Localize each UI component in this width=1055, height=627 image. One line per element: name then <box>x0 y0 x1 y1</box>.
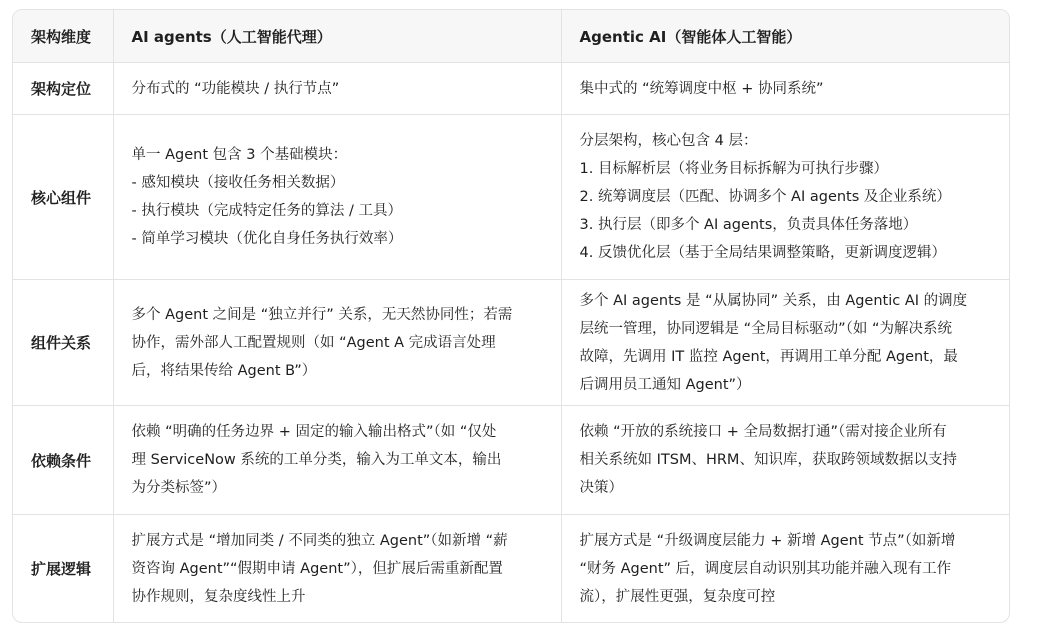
cell-line: 层统一管理，协同逻辑是 “全局目标驱动”（如 “为解决系统 <box>579 320 953 337</box>
cell-line: “财务 Agent” 后，调度层自动识别其功能并融入现有工作 <box>579 560 952 577</box>
table-row <box>13 406 1009 515</box>
row-dimension: 架构定位 <box>13 63 113 115</box>
cell-line: 集中式的 “统筹调度中枢 + 协同系统” <box>579 80 824 97</box>
cell-line: 多个 Agent 之间是 “独立并行” 关系，无天然协同性；若需 <box>131 306 513 323</box>
cell-line: - 简单学习模块（优化自身任务执行效率） <box>131 231 403 247</box>
cell-line: 故障，先调用 IT 监控 Agent，再调用工单分配 Agent，最 <box>579 348 958 365</box>
cell-line: 为分类标签”） <box>131 480 227 496</box>
row-dimension: 核心组件 <box>13 115 113 280</box>
cell-line: 2. 统筹调度层（匹配、协调多个 AI agents 及企业系统） <box>579 189 951 205</box>
table-row <box>13 63 1009 115</box>
cell-line: 理 ServiceNow 系统的工单分类，输入为工单文本，输出 <box>131 452 502 468</box>
cell-line: 4. 反馈优化层（基于全局结果调整策略，更新调度逻辑） <box>579 245 946 261</box>
table-row <box>13 115 1009 280</box>
cell-line: 分层架构，核心包含 4 层： <box>579 133 758 149</box>
agentic-ai-cell <box>561 115 1009 280</box>
comparison-table-container <box>12 9 1010 623</box>
agentic-ai-cell <box>561 515 1009 623</box>
cell-line: 相关系统如 ITSM、HRM、知识库，获取跨领域数据以支持 <box>579 452 957 468</box>
cell-line: - 执行模块（完成特定任务的算法 / 工具） <box>131 203 402 219</box>
cell-line: 分布式的 “功能模块 / 执行节点” <box>131 80 340 97</box>
comparison-table <box>13 10 1009 623</box>
cell-line: 3. 执行层（即多个 AI agents，负责具体任务落地） <box>579 217 918 233</box>
cell-line: 流），扩展性更强，复杂度可控 <box>579 588 776 605</box>
row-dimension: 依赖条件 <box>13 406 113 515</box>
cell-line: 单一 Agent 包含 3 个基础模块： <box>131 147 348 163</box>
cell-line: 后调用员工通知 Agent”） <box>579 376 751 393</box>
cell-line: 扩展方式是 “升级调度层能力 + 新增 Agent 节点”（如新增 <box>579 532 956 549</box>
row-dimension: 扩展逻辑 <box>13 515 113 623</box>
header-ai-agents: AI agents（人工智能代理） <box>113 10 561 63</box>
cell-line: 后，将结果传给 Agent B”） <box>131 362 317 379</box>
cell-line: 1. 目标解析层（将业务目标拆解为可执行步骤） <box>579 161 888 177</box>
table-header-row <box>13 10 1009 63</box>
agentic-ai-cell <box>561 406 1009 515</box>
agentic-ai-cell <box>561 280 1009 406</box>
cell-line: - 感知模块（接收任务相关数据） <box>131 175 345 191</box>
header-dimension: 架构维度 <box>13 10 113 63</box>
ai-agents-cell <box>113 515 561 623</box>
table-row <box>13 515 1009 623</box>
ai-agents-cell <box>113 280 561 406</box>
cell-line: 扩展方式是 “增加同类 / 不同类的独立 Agent”（如新增 “薪 <box>131 532 508 549</box>
cell-line: 决策） <box>579 480 623 496</box>
header-agentic-ai: Agentic AI（智能体人工智能） <box>561 10 1009 63</box>
table-row <box>13 280 1009 406</box>
cell-line: 资咨询 Agent”“假期申请 Agent”），但扩展后需重新配置 <box>131 560 503 577</box>
row-dimension: 组件关系 <box>13 280 113 406</box>
cell-line: 依赖 “开放的系统接口 + 全局数据打通”（需对接企业所有 <box>579 424 947 440</box>
ai-agents-cell <box>113 63 561 115</box>
cell-line: 多个 AI agents 是 “从属协同” 关系，由 Agentic AI 的调度 <box>579 292 968 309</box>
ai-agents-cell <box>113 406 561 515</box>
agentic-ai-cell <box>561 63 1009 115</box>
ai-agents-cell <box>113 115 561 280</box>
cell-line: 协作规则，复杂度线性上升 <box>131 588 306 605</box>
cell-line: 协作，需外部人工配置规则（如 “Agent A 完成语言处理 <box>131 334 496 351</box>
cell-line: 依赖 “明确的任务边界 + 固定的输入输出格式”（如 “仅处 <box>131 424 497 440</box>
